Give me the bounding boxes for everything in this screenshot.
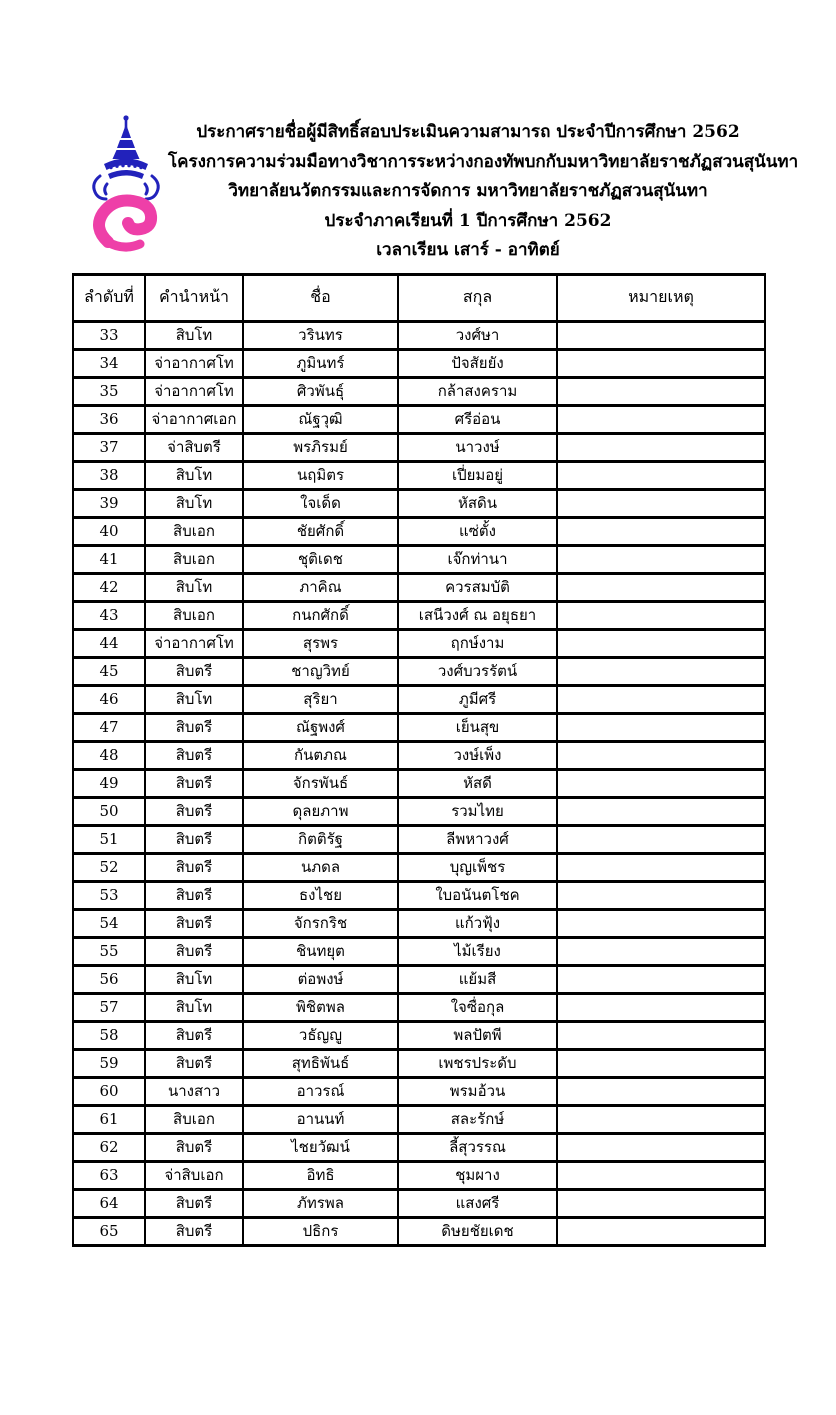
row-note-cell: [557, 965, 765, 993]
row-firstname-cell: นภดล: [243, 853, 398, 881]
table-row: [73, 713, 765, 741]
table-row: [73, 377, 765, 405]
row-prefix-cell: สิบตรี: [145, 909, 243, 937]
row-firstname-cell: ไชยวัฒน์: [243, 1133, 398, 1161]
row-lastname-cell: ลีพหาวงศ์: [398, 825, 557, 853]
row-prefix-cell: จ่าอากาศเอก: [145, 405, 243, 433]
row-lastname-cell: วงษ์เพ็ง: [398, 741, 557, 769]
row-lastname-cell: พรมอ้วน: [398, 1077, 557, 1105]
row-note-cell: [557, 741, 765, 769]
table-row: [73, 629, 765, 657]
row-lastname-cell: วงศ์ษา: [398, 321, 557, 349]
row-prefix-cell: จ่าอากาศโท: [145, 377, 243, 405]
row-firstname-cell: ณัฐวุฒิ: [243, 405, 398, 433]
row-note-cell: [557, 489, 765, 517]
row-firstname-cell: ธงไชย: [243, 881, 398, 909]
row-prefix-cell: สิบตรี: [145, 881, 243, 909]
row-note-cell: [557, 1105, 765, 1133]
row-lastname-cell: หัสดิน: [398, 489, 557, 517]
row-number-cell: 36: [73, 405, 145, 433]
row-firstname-cell: สุทธิพันธ์: [243, 1049, 398, 1077]
row-prefix-cell: สิบตรี: [145, 1049, 243, 1077]
row-prefix-cell: จ่าอากาศโท: [145, 349, 243, 377]
table-row: [73, 685, 765, 713]
row-note-cell: [557, 573, 765, 601]
table-row: [73, 461, 765, 489]
row-firstname-cell: ชุติเดช: [243, 545, 398, 573]
table-row: [73, 1133, 765, 1161]
row-number-cell: 34: [73, 349, 145, 377]
row-prefix-cell: สิบโท: [145, 965, 243, 993]
row-firstname-cell: อานนท์: [243, 1105, 398, 1133]
row-lastname-cell: ดิษยชัยเดช: [398, 1217, 557, 1245]
row-number-cell: 57: [73, 993, 145, 1021]
row-number-cell: 39: [73, 489, 145, 517]
table-row: [73, 741, 765, 769]
row-note-cell: [557, 1133, 765, 1161]
col-header-lastname: สกุล: [398, 274, 557, 321]
row-note-cell: [557, 881, 765, 909]
row-number-cell: 60: [73, 1077, 145, 1105]
row-prefix-cell: สิบตรี: [145, 1217, 243, 1245]
row-lastname-cell: หัสดี: [398, 769, 557, 797]
row-note-cell: [557, 545, 765, 573]
row-firstname-cell: ภูมินทร์: [243, 349, 398, 377]
table-row: [73, 517, 765, 545]
row-number-cell: 64: [73, 1189, 145, 1217]
row-lastname-cell: แย้มสี: [398, 965, 557, 993]
row-firstname-cell: ดุลยภาพ: [243, 797, 398, 825]
row-prefix-cell: จ่าสิบตรี: [145, 433, 243, 461]
header-row: [73, 274, 765, 321]
title-line-4: ประจำภาคเรียนที่ 1 ปีการศึกษา 2562: [324, 210, 612, 231]
title-line-3: วิทยาลัยนวัตกรรมและการจัดการ มหาวิทยาลัยราชภัฏสวนสุนันทา: [228, 181, 708, 201]
row-lastname-cell: ศรีอ่อน: [398, 405, 557, 433]
row-number-cell: 48: [73, 741, 145, 769]
row-number-cell: 43: [73, 601, 145, 629]
row-note-cell: [557, 685, 765, 713]
row-firstname-cell: พรภิรมย์: [243, 433, 398, 461]
row-lastname-cell: ภูมีศรี: [398, 685, 557, 713]
row-note-cell: [557, 377, 765, 405]
row-prefix-cell: สิบตรี: [145, 741, 243, 769]
table-row: [73, 489, 765, 517]
row-lastname-cell: ไม้เรียง: [398, 937, 557, 965]
row-prefix-cell: สิบตรี: [145, 937, 243, 965]
row-firstname-cell: ใจเด็ด: [243, 489, 398, 517]
row-prefix-cell: สิบเอก: [145, 601, 243, 629]
row-prefix-cell: สิบเอก: [145, 545, 243, 573]
table-row: [73, 433, 765, 461]
row-note-cell: [557, 321, 765, 349]
university-logo: [84, 114, 168, 258]
row-lastname-cell: เปี่ยมอยู่: [398, 461, 557, 489]
row-firstname-cell: ชินทยุต: [243, 937, 398, 965]
row-prefix-cell: สิบโท: [145, 321, 243, 349]
row-number-cell: 45: [73, 657, 145, 685]
row-note-cell: [557, 1049, 765, 1077]
row-prefix-cell: สิบโท: [145, 461, 243, 489]
table-row: [73, 797, 765, 825]
row-prefix-cell: สิบโท: [145, 685, 243, 713]
row-firstname-cell: จักรกริช: [243, 909, 398, 937]
row-prefix-cell: สิบโท: [145, 573, 243, 601]
row-note-cell: [557, 853, 765, 881]
row-lastname-cell: ควรสมบัติ: [398, 573, 557, 601]
row-prefix-cell: สิบตรี: [145, 657, 243, 685]
row-number-cell: 55: [73, 937, 145, 965]
row-prefix-cell: นางสาว: [145, 1077, 243, 1105]
row-lastname-cell: วงศ์บวรรัตน์: [398, 657, 557, 685]
row-prefix-cell: สิบตรี: [145, 797, 243, 825]
title-line-5: เวลาเรียน เสาร์ - อาทิตย์: [376, 240, 560, 260]
table-row: [73, 1161, 765, 1189]
row-number-cell: 63: [73, 1161, 145, 1189]
row-note-cell: [557, 993, 765, 1021]
row-note-cell: [557, 1161, 765, 1189]
row-firstname-cell: ชัยศักดิ์: [243, 517, 398, 545]
row-firstname-cell: กนกศักดิ์: [243, 601, 398, 629]
row-lastname-cell: นาวงษ์: [398, 433, 557, 461]
col-header-prefix: คำนำหน้า: [145, 274, 243, 321]
row-number-cell: 61: [73, 1105, 145, 1133]
row-note-cell: [557, 461, 765, 489]
row-firstname-cell: ภาคิณ: [243, 573, 398, 601]
row-firstname-cell: วรินทร: [243, 321, 398, 349]
row-number-cell: 37: [73, 433, 145, 461]
table-body: [73, 321, 765, 1245]
title-block: [168, 0, 799, 266]
row-note-cell: [557, 405, 765, 433]
table-row: [73, 1189, 765, 1217]
row-note-cell: [557, 1021, 765, 1049]
table-row: [73, 349, 765, 377]
row-lastname-cell: ใจซื่อกุล: [398, 993, 557, 1021]
row-prefix-cell: สิบตรี: [145, 1021, 243, 1049]
row-lastname-cell: เย็นสุข: [398, 713, 557, 741]
col-header-index: ลำดับที่: [73, 274, 145, 321]
row-lastname-cell: เพชรประดับ: [398, 1049, 557, 1077]
row-lastname-cell: แก้วฟุ้ง: [398, 909, 557, 937]
table-row: [73, 937, 765, 965]
row-firstname-cell: นฤมิตร: [243, 461, 398, 489]
row-number-cell: 40: [73, 517, 145, 545]
row-prefix-cell: สิบตรี: [145, 853, 243, 881]
row-number-cell: 65: [73, 1217, 145, 1245]
row-lastname-cell: เจ๊กท่านา: [398, 545, 557, 573]
row-number-cell: 49: [73, 769, 145, 797]
row-note-cell: [557, 657, 765, 685]
row-lastname-cell: รวมไทย: [398, 797, 557, 825]
row-firstname-cell: ศิวพันธุ์: [243, 377, 398, 405]
table-row: [73, 1105, 765, 1133]
row-firstname-cell: ภัทรพล: [243, 1189, 398, 1217]
row-number-cell: 56: [73, 965, 145, 993]
row-firstname-cell: อิทธิ: [243, 1161, 398, 1189]
table-row: [73, 657, 765, 685]
row-firstname-cell: ณัฐพงศ์: [243, 713, 398, 741]
row-number-cell: 47: [73, 713, 145, 741]
col-header-firstname: ชื่อ: [243, 274, 398, 321]
row-prefix-cell: สิบเอก: [145, 517, 243, 545]
row-prefix-cell: สิบตรี: [145, 713, 243, 741]
row-lastname-cell: บุญเพ็ชร: [398, 853, 557, 881]
row-firstname-cell: สุริยา: [243, 685, 398, 713]
row-firstname-cell: จักรพันธ์: [243, 769, 398, 797]
table-row: [73, 853, 765, 881]
row-note-cell: [557, 517, 765, 545]
row-prefix-cell: จ่าสิบเอก: [145, 1161, 243, 1189]
table-row: [73, 993, 765, 1021]
row-note-cell: [557, 797, 765, 825]
row-number-cell: 38: [73, 461, 145, 489]
row-note-cell: [557, 1189, 765, 1217]
table-row: [73, 1217, 765, 1245]
row-number-cell: 42: [73, 573, 145, 601]
table-row: [73, 321, 765, 349]
row-prefix-cell: สิบโท: [145, 993, 243, 1021]
row-number-cell: 58: [73, 1021, 145, 1049]
row-note-cell: [557, 909, 765, 937]
table-header: [73, 274, 765, 321]
row-lastname-cell: พลปัตพี: [398, 1021, 557, 1049]
row-firstname-cell: กิตติรัฐ: [243, 825, 398, 853]
table-row: [73, 1077, 765, 1105]
row-prefix-cell: จ่าอากาศโท: [145, 629, 243, 657]
row-firstname-cell: ชาญวิทย์: [243, 657, 398, 685]
row-lastname-cell: เสนีวงศ์ ณ อยุธยา: [398, 601, 557, 629]
row-prefix-cell: สิบตรี: [145, 769, 243, 797]
row-number-cell: 46: [73, 685, 145, 713]
row-note-cell: [557, 433, 765, 461]
row-number-cell: 62: [73, 1133, 145, 1161]
row-note-cell: [557, 1217, 765, 1245]
row-number-cell: 52: [73, 853, 145, 881]
applicants-table: [72, 273, 766, 1247]
row-firstname-cell: สุรพร: [243, 629, 398, 657]
table-row: [73, 545, 765, 573]
row-prefix-cell: สิบตรี: [145, 825, 243, 853]
row-number-cell: 35: [73, 377, 145, 405]
row-note-cell: [557, 769, 765, 797]
row-lastname-cell: สละรักษ์: [398, 1105, 557, 1133]
row-number-cell: 54: [73, 909, 145, 937]
table-row: [73, 769, 765, 797]
row-note-cell: [557, 601, 765, 629]
table-row: [73, 1021, 765, 1049]
row-prefix-cell: สิบตรี: [145, 1189, 243, 1217]
row-note-cell: [557, 713, 765, 741]
row-lastname-cell: ใบอนันตโชค: [398, 881, 557, 909]
row-prefix-cell: สิบโท: [145, 489, 243, 517]
row-note-cell: [557, 629, 765, 657]
row-lastname-cell: ปัจสัยยัง: [398, 349, 557, 377]
row-number-cell: 33: [73, 321, 145, 349]
table-row: [73, 881, 765, 909]
row-firstname-cell: อาวรณ์: [243, 1077, 398, 1105]
row-number-cell: 51: [73, 825, 145, 853]
row-lastname-cell: ฤกษ์งาม: [398, 629, 557, 657]
col-header-note: หมายเหตุ: [557, 274, 765, 321]
row-number-cell: 41: [73, 545, 145, 573]
table-row: [73, 601, 765, 629]
row-firstname-cell: ต่อพงษ์: [243, 965, 398, 993]
row-lastname-cell: ชุมผาง: [398, 1161, 557, 1189]
row-note-cell: [557, 349, 765, 377]
row-lastname-cell: แสงศรี: [398, 1189, 557, 1217]
title-line-1: ประกาศรายชื่อผู้มีสิทธิ์สอบประเมินความสามารถ ประจำปีการศึกษา 2562: [196, 122, 740, 142]
table-row: [73, 1049, 765, 1077]
row-note-cell: [557, 937, 765, 965]
row-number-cell: 59: [73, 1049, 145, 1077]
table-row: [73, 405, 765, 433]
row-note-cell: [557, 1077, 765, 1105]
row-lastname-cell: กล้าสงคราม: [398, 377, 557, 405]
table-row: [73, 825, 765, 853]
table-row: [73, 909, 765, 937]
row-firstname-cell: ปธิกร: [243, 1217, 398, 1245]
row-lastname-cell: แซ่ตั้ง: [398, 517, 557, 545]
row-prefix-cell: สิบเอก: [145, 1105, 243, 1133]
row-firstname-cell: พิชิตพล: [243, 993, 398, 1021]
row-lastname-cell: ลี้สุวรรณ: [398, 1133, 557, 1161]
row-number-cell: 44: [73, 629, 145, 657]
row-prefix-cell: สิบตรี: [145, 1133, 243, 1161]
table-row: [73, 965, 765, 993]
row-number-cell: 53: [73, 881, 145, 909]
row-note-cell: [557, 825, 765, 853]
row-firstname-cell: วธัญญู: [243, 1021, 398, 1049]
title-line-2: โครงการความร่วมมือทางวิชาการระหว่างกองทัพบกกับมหาวิทยาลัยราชภัฏสวนสุนันทา: [168, 151, 799, 172]
row-firstname-cell: กันตภณ: [243, 741, 398, 769]
university-emblem-icon: [84, 114, 168, 258]
table-row: [73, 573, 765, 601]
row-number-cell: 50: [73, 797, 145, 825]
